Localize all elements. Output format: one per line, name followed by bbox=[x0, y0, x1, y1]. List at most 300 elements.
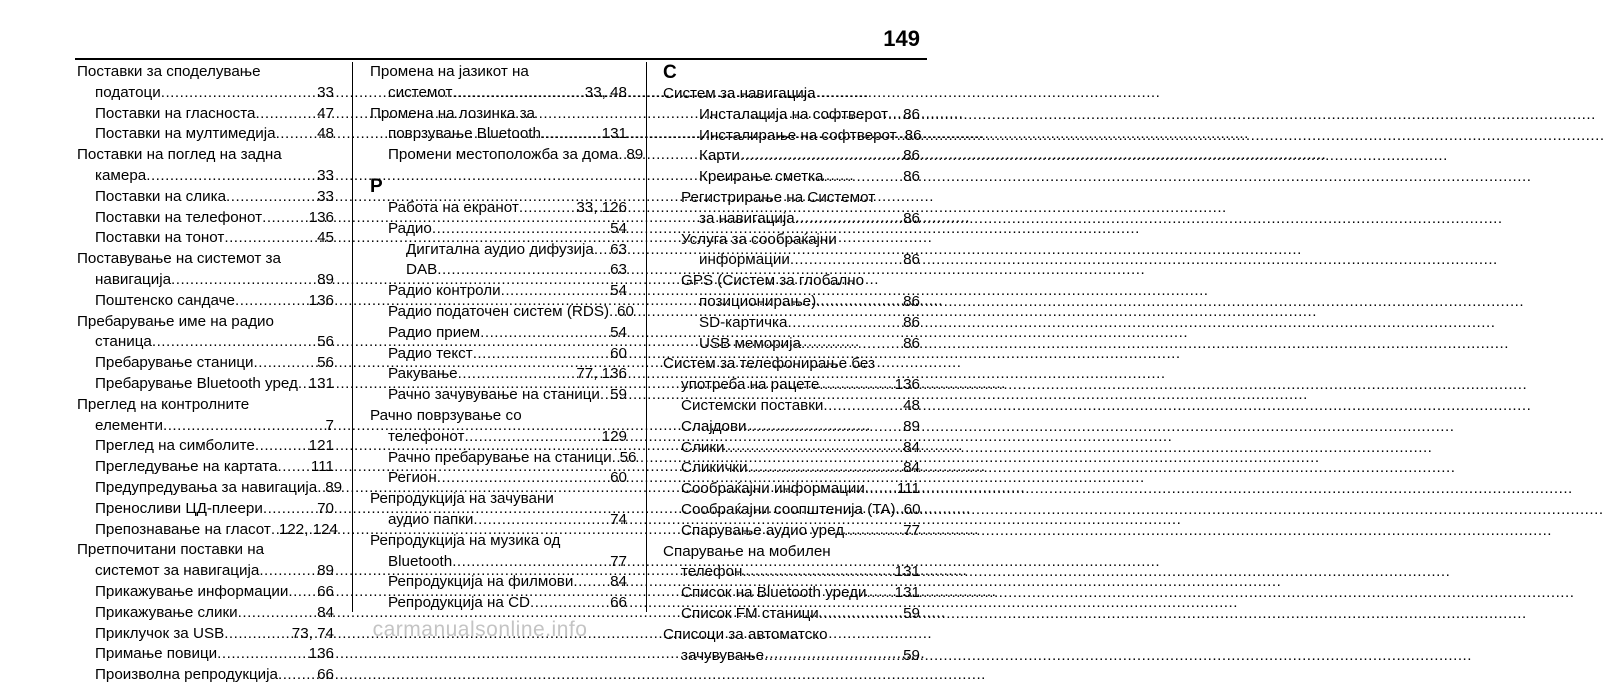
entry-line bbox=[681, 521, 920, 542]
entry-text: Промени местоположба за дома bbox=[388, 146, 619, 164]
dot-leader bbox=[795, 209, 901, 230]
page-ref: 63 bbox=[610, 261, 627, 279]
page-ref: 122, 124 bbox=[278, 520, 338, 538]
dot-leader bbox=[464, 427, 599, 448]
entry-line bbox=[95, 520, 338, 541]
page-ref: 73, 74 bbox=[291, 624, 334, 642]
entry-text: Спарување аудио уред bbox=[681, 521, 845, 539]
section-letter: Р bbox=[370, 175, 383, 197]
entry-text: Репродукција на филмови bbox=[388, 573, 574, 591]
dot-leader bbox=[816, 292, 901, 313]
index-subentry bbox=[663, 188, 920, 230]
entry-line bbox=[388, 552, 627, 573]
page-ref: 33 bbox=[317, 83, 334, 101]
entry-heading: Поставки за споделување bbox=[77, 63, 261, 80]
index-entry bbox=[77, 665, 334, 686]
entry-heading: Репродукција на зачувани bbox=[370, 490, 554, 508]
entry-line bbox=[681, 458, 920, 479]
dot-leader bbox=[573, 572, 608, 593]
entry-line bbox=[95, 332, 334, 353]
page-ref: 54 bbox=[610, 282, 627, 300]
page-ref: 56 bbox=[317, 333, 334, 351]
dot-leader bbox=[519, 198, 574, 219]
dot-leader bbox=[480, 323, 608, 344]
entry-line bbox=[388, 124, 627, 145]
index-entry bbox=[77, 395, 334, 437]
dot-leader bbox=[255, 436, 307, 457]
dot-leader bbox=[801, 334, 901, 355]
dot-leader bbox=[541, 124, 600, 145]
dot-leader bbox=[259, 561, 315, 582]
entry-text: информации bbox=[699, 251, 790, 269]
entry-heading: Пребарување име на радио bbox=[77, 312, 274, 330]
dot-leader bbox=[163, 416, 324, 437]
dot-leader bbox=[255, 104, 315, 125]
entry-line bbox=[681, 562, 920, 583]
entry-line bbox=[388, 281, 627, 302]
page-ref: 136 bbox=[308, 208, 334, 226]
entry-line bbox=[388, 385, 627, 406]
page-ref: 86 bbox=[903, 292, 920, 310]
dot-leader bbox=[742, 562, 892, 583]
index-column-2 bbox=[370, 62, 644, 614]
entry-text: Произволна репродукција bbox=[95, 666, 278, 684]
page-ref: 54 bbox=[610, 323, 627, 341]
page-ref: 136 bbox=[308, 291, 334, 309]
entry-heading: Промена на јазикот на bbox=[370, 63, 529, 80]
index-entry bbox=[663, 542, 920, 584]
entry-line bbox=[95, 499, 334, 520]
index-entry bbox=[77, 145, 334, 187]
index-entry bbox=[663, 396, 920, 417]
index-entry bbox=[663, 583, 920, 604]
page-ref: 86 bbox=[903, 334, 920, 352]
entry-text: Радио bbox=[388, 219, 432, 237]
entry-text: Радио податочен систем (RDS) bbox=[388, 302, 610, 320]
index-entry bbox=[77, 353, 334, 374]
entry-line bbox=[699, 313, 920, 334]
index-entry bbox=[663, 458, 920, 479]
entry-text: Регион bbox=[388, 469, 437, 487]
index-entry bbox=[663, 479, 920, 500]
entry-heading: GPS (Систем за глобално bbox=[681, 272, 865, 290]
dot-leader bbox=[278, 665, 315, 686]
entry-heading: Услуга за сообраќајни bbox=[681, 230, 837, 248]
page-ref: 33 bbox=[317, 187, 334, 205]
entry-text: Преносливи ЦД-плеери bbox=[95, 499, 263, 517]
entry-line bbox=[388, 145, 644, 166]
page-ref: 84 bbox=[903, 438, 920, 456]
dot-leader bbox=[217, 644, 307, 665]
entry-heading: Регистрирање на Системот bbox=[681, 188, 876, 206]
page-ref: 56 bbox=[317, 354, 334, 372]
dot-leader bbox=[452, 552, 608, 573]
index-entry bbox=[77, 208, 334, 229]
entry-line bbox=[388, 323, 627, 344]
entry-line bbox=[95, 291, 334, 312]
entry-heading: Систем за навигација bbox=[663, 85, 816, 102]
dot-leader bbox=[747, 417, 902, 438]
entry-line bbox=[681, 417, 920, 438]
index-entry bbox=[370, 198, 627, 219]
entry-text: Слики bbox=[681, 438, 725, 456]
dot-leader bbox=[473, 510, 608, 531]
page-ref: 74 bbox=[610, 510, 627, 528]
page-ref: 59 bbox=[903, 646, 920, 664]
page-ref: 33, 126 bbox=[576, 198, 627, 216]
index-entry bbox=[370, 531, 627, 573]
page-ref: 111 bbox=[896, 480, 920, 498]
index-entry bbox=[663, 84, 920, 105]
index-column-1 bbox=[77, 62, 343, 686]
entry-line bbox=[388, 572, 627, 593]
entry-text: Прегледување на картата bbox=[95, 458, 278, 476]
entry-line bbox=[681, 438, 920, 459]
index-entry bbox=[663, 417, 920, 438]
entry-line bbox=[681, 583, 920, 604]
entry-text: Bluetooth bbox=[388, 552, 453, 570]
entry-line bbox=[699, 250, 920, 271]
page-ref: 86 bbox=[904, 126, 922, 144]
page-ref: 7 bbox=[325, 416, 334, 434]
page-ref: 60 bbox=[903, 500, 921, 518]
dot-leader bbox=[594, 240, 608, 261]
entry-line bbox=[95, 665, 334, 686]
page-ref: 129 bbox=[601, 427, 627, 445]
dot-leader bbox=[288, 582, 315, 603]
entry-line bbox=[388, 83, 627, 104]
entry-line bbox=[699, 126, 920, 147]
page-ref: 54 bbox=[610, 219, 627, 237]
dot-leader bbox=[819, 375, 892, 396]
entry-text: Инсталирање на софтверот bbox=[699, 126, 897, 144]
entry-text: Предупредувања за навигација bbox=[95, 478, 318, 496]
entry-line bbox=[388, 448, 637, 469]
entry-line bbox=[406, 240, 627, 261]
dot-leader bbox=[458, 364, 575, 385]
page-ref: 60 bbox=[617, 302, 634, 320]
entry-line bbox=[95, 478, 343, 499]
index-entry bbox=[663, 521, 920, 542]
dot-leader bbox=[298, 374, 307, 395]
entry-text: Прикажување слики bbox=[95, 603, 238, 621]
entry-text: телефонот bbox=[388, 427, 465, 445]
dot-leader bbox=[724, 438, 901, 459]
entry-text: Поставки на тонот bbox=[95, 229, 225, 247]
index-entry bbox=[370, 448, 637, 469]
entry-line bbox=[388, 302, 634, 323]
entry-text: Приклучок за USB bbox=[95, 624, 225, 642]
column-divider bbox=[646, 62, 647, 612]
entry-line bbox=[95, 644, 334, 665]
index-entry bbox=[77, 124, 334, 145]
page-ref: 131 bbox=[308, 374, 334, 392]
dot-leader bbox=[867, 583, 893, 604]
entry-text: Работа на екранот bbox=[388, 198, 519, 216]
page-ref: 86 bbox=[903, 147, 920, 165]
entry-line bbox=[388, 468, 627, 489]
index-entry bbox=[370, 364, 627, 385]
entry-line bbox=[681, 500, 920, 521]
entry-text: елементи bbox=[95, 416, 163, 434]
index-entry bbox=[77, 62, 334, 104]
entry-line bbox=[699, 334, 920, 355]
column-divider bbox=[352, 62, 353, 612]
page-ref: 89 bbox=[317, 270, 334, 288]
dot-leader bbox=[747, 458, 901, 479]
entry-text: USB меморија bbox=[699, 334, 801, 352]
index-entry bbox=[663, 500, 920, 521]
page-ref: 66 bbox=[317, 582, 334, 600]
entry-text: Репродукција на CD bbox=[388, 594, 531, 612]
dot-leader bbox=[501, 281, 609, 302]
page-ref: 66 bbox=[317, 666, 334, 684]
entry-line bbox=[95, 457, 334, 478]
index-subentry bbox=[663, 334, 920, 355]
page-ref: 89 bbox=[903, 417, 920, 435]
entry-text: Поштенско сандаче bbox=[95, 291, 236, 309]
entry-text: Слајдови bbox=[681, 417, 747, 435]
page-ref: 84 bbox=[317, 603, 334, 621]
entry-text: Пребарување Bluetooth уред bbox=[95, 374, 298, 392]
entry-text: Креирање сметка bbox=[699, 168, 824, 186]
entry-line bbox=[681, 396, 920, 417]
page-ref: 111 bbox=[310, 458, 334, 476]
page-ref: 59 bbox=[610, 386, 627, 404]
index-entry bbox=[370, 104, 627, 146]
entry-line bbox=[388, 198, 627, 219]
page-ref: 86 bbox=[903, 168, 920, 186]
dot-leader bbox=[473, 344, 608, 365]
dot-leader bbox=[452, 83, 582, 104]
entry-text: SD-картичка bbox=[699, 313, 788, 331]
page-ref: 48 bbox=[317, 125, 334, 143]
entry-text: станица bbox=[95, 333, 152, 351]
index-subentry bbox=[663, 167, 920, 188]
index-entry bbox=[370, 219, 627, 240]
dot-leader bbox=[888, 105, 901, 126]
entry-heading: Поставување на системот за bbox=[77, 250, 281, 268]
index-subentry bbox=[370, 240, 627, 261]
entry-line bbox=[681, 375, 920, 396]
entry-line bbox=[95, 436, 334, 457]
dot-leader bbox=[146, 166, 315, 187]
index-entry bbox=[77, 249, 334, 291]
dot-leader bbox=[276, 124, 316, 145]
index-entry bbox=[77, 436, 334, 457]
entry-line bbox=[95, 187, 334, 208]
page-ref: 131 bbox=[894, 584, 920, 602]
dot-leader bbox=[437, 468, 608, 489]
page-ref: 63 bbox=[610, 240, 627, 258]
index-entry bbox=[77, 582, 334, 603]
index-entry bbox=[370, 593, 627, 614]
entry-text: Дигитална аудио дифузија bbox=[406, 240, 594, 258]
entry-line bbox=[699, 292, 920, 313]
entry-text: Преглед на симболите bbox=[95, 437, 255, 455]
index-subentry bbox=[663, 126, 920, 147]
entry-heading: Рачно поврзување со bbox=[370, 406, 522, 424]
entry-heading: Промена на лозинка за bbox=[370, 104, 536, 122]
entry-line bbox=[95, 166, 334, 187]
page-ref: 66 bbox=[610, 594, 627, 612]
entry-line bbox=[388, 364, 627, 385]
entry-line bbox=[681, 646, 920, 667]
entry-text: зачувување bbox=[681, 646, 765, 664]
dot-leader bbox=[437, 260, 608, 281]
page-ref: 86 bbox=[903, 251, 920, 269]
entry-text: Радио текст bbox=[388, 344, 473, 362]
index-entry bbox=[77, 478, 343, 499]
index-entry bbox=[77, 520, 338, 541]
entry-text: поврзување Bluetooth bbox=[388, 125, 541, 143]
index-subentry bbox=[663, 230, 920, 272]
page-ref: 60 bbox=[610, 344, 627, 362]
entry-line bbox=[95, 270, 334, 291]
page-ref: 59 bbox=[903, 604, 920, 622]
index-entry bbox=[370, 406, 627, 448]
dot-leader bbox=[171, 270, 315, 291]
index-entry bbox=[77, 644, 334, 665]
dot-leader bbox=[865, 479, 895, 500]
entry-heading: Претпочитани поставки на bbox=[77, 541, 265, 559]
page-ref: 60 bbox=[610, 469, 627, 487]
page-ref: 33, 48 bbox=[584, 83, 627, 101]
entry-line bbox=[699, 105, 920, 126]
watermark: carmanualsonline.info bbox=[372, 618, 588, 641]
entry-text: Рачно зачувување на станици bbox=[388, 386, 600, 404]
index-entry bbox=[77, 540, 334, 582]
index-entry bbox=[77, 374, 334, 395]
page-ref: 84 bbox=[610, 573, 627, 591]
dot-leader bbox=[844, 521, 901, 542]
entry-text: Список на Bluetooth уреди bbox=[681, 584, 867, 602]
entry-line bbox=[699, 167, 920, 188]
entry-line bbox=[95, 83, 334, 104]
page-ref: 77, 136 bbox=[576, 365, 627, 383]
entry-text: аудио папки bbox=[388, 510, 474, 528]
entry-text: Список FM станици bbox=[681, 604, 819, 622]
page-ref: 121 bbox=[308, 437, 334, 455]
index-subentry bbox=[663, 271, 920, 313]
entry-line bbox=[388, 593, 627, 614]
dot-leader bbox=[235, 291, 307, 312]
entry-heading: Репродукција на музика од bbox=[370, 531, 561, 549]
entry-text: Карти bbox=[699, 147, 740, 165]
entry-line bbox=[95, 124, 334, 145]
dot-leader bbox=[262, 208, 307, 229]
index-entry bbox=[370, 145, 644, 166]
entry-text: телефон bbox=[681, 563, 743, 581]
dot-leader bbox=[152, 332, 315, 353]
dot-leader bbox=[740, 146, 901, 167]
entry-text: Сликички bbox=[681, 459, 748, 477]
entry-text: Поставки на слика bbox=[95, 187, 227, 205]
entry-text: Ракување bbox=[388, 365, 458, 383]
entry-text: Поставки на мултимедија bbox=[95, 125, 276, 143]
index-entry bbox=[370, 302, 634, 323]
index-subentry bbox=[663, 105, 920, 126]
entry-line bbox=[95, 561, 334, 582]
index-subentry bbox=[370, 260, 627, 281]
index-entry bbox=[663, 438, 920, 459]
dot-leader bbox=[787, 313, 901, 334]
entry-text: DAB bbox=[406, 261, 438, 279]
page-ref: 89 bbox=[317, 562, 334, 580]
entry-heading: Спарување на мобилен bbox=[663, 542, 831, 560]
page-number: 149 bbox=[883, 26, 920, 51]
index-entry bbox=[77, 291, 334, 312]
index-column-3 bbox=[663, 62, 920, 666]
index-entry bbox=[370, 323, 627, 344]
index-subentry bbox=[663, 146, 920, 167]
entry-text: Инсталација на софтверот bbox=[699, 105, 888, 123]
entry-text: Прикажување информации bbox=[95, 582, 289, 600]
index-entry bbox=[370, 281, 627, 302]
entry-text: за навигација bbox=[699, 209, 795, 227]
dot-leader bbox=[764, 646, 901, 667]
page-ref: 131 bbox=[894, 563, 920, 581]
page-ref: 70 bbox=[317, 499, 334, 517]
index-entry bbox=[370, 489, 627, 531]
entry-line bbox=[95, 208, 334, 229]
page-ref: 47 bbox=[317, 104, 334, 122]
entry-line bbox=[388, 510, 627, 531]
entry-text: системот за навигација bbox=[95, 562, 260, 580]
entry-line bbox=[388, 219, 627, 240]
page-ref: 48 bbox=[903, 396, 920, 414]
entry-text: Радио контроли bbox=[388, 282, 501, 300]
dot-leader bbox=[161, 83, 315, 104]
entry-text: употреба на рацете bbox=[681, 376, 820, 394]
index-entry bbox=[77, 104, 334, 125]
page-ref: 89 bbox=[325, 478, 343, 496]
entry-line bbox=[95, 374, 334, 395]
index-entry bbox=[77, 457, 334, 478]
page-ref: 84 bbox=[903, 459, 920, 477]
entry-text: системот bbox=[388, 83, 453, 101]
index-entry bbox=[77, 312, 334, 354]
entry-text: Поставки на телефонот bbox=[95, 208, 263, 226]
index-entry bbox=[663, 354, 920, 396]
page-ref: 136 bbox=[894, 376, 920, 394]
page-ref: 77 bbox=[610, 552, 627, 570]
entry-text: податоци bbox=[95, 83, 161, 101]
entry-heading: Систем за телефонирање без bbox=[663, 355, 875, 373]
dot-leader bbox=[432, 219, 608, 240]
page-ref: 89 bbox=[626, 146, 644, 164]
entry-text: камера bbox=[95, 166, 147, 184]
entry-text: Поставки на гласноста bbox=[95, 104, 256, 122]
dot-leader bbox=[530, 593, 608, 614]
entry-text: позиционирање) bbox=[699, 292, 817, 310]
page-ref: 136 bbox=[308, 645, 334, 663]
entry-text: Препознавање на гласот bbox=[95, 520, 271, 538]
page-ref: 33 bbox=[317, 166, 334, 184]
entry-line bbox=[699, 146, 920, 167]
index-subentry bbox=[663, 313, 920, 334]
page-ref: 56 bbox=[619, 448, 637, 466]
page-ref: 86 bbox=[903, 209, 920, 227]
index-entry bbox=[77, 499, 334, 520]
entry-line bbox=[95, 228, 334, 249]
dot-leader bbox=[278, 457, 309, 478]
entry-text: Системски поставки bbox=[681, 396, 824, 414]
entry-line bbox=[95, 104, 334, 125]
entry-heading: Поставки на поглед на задна bbox=[77, 146, 282, 164]
entry-line bbox=[388, 427, 627, 448]
page-ref: 131 bbox=[601, 125, 627, 143]
